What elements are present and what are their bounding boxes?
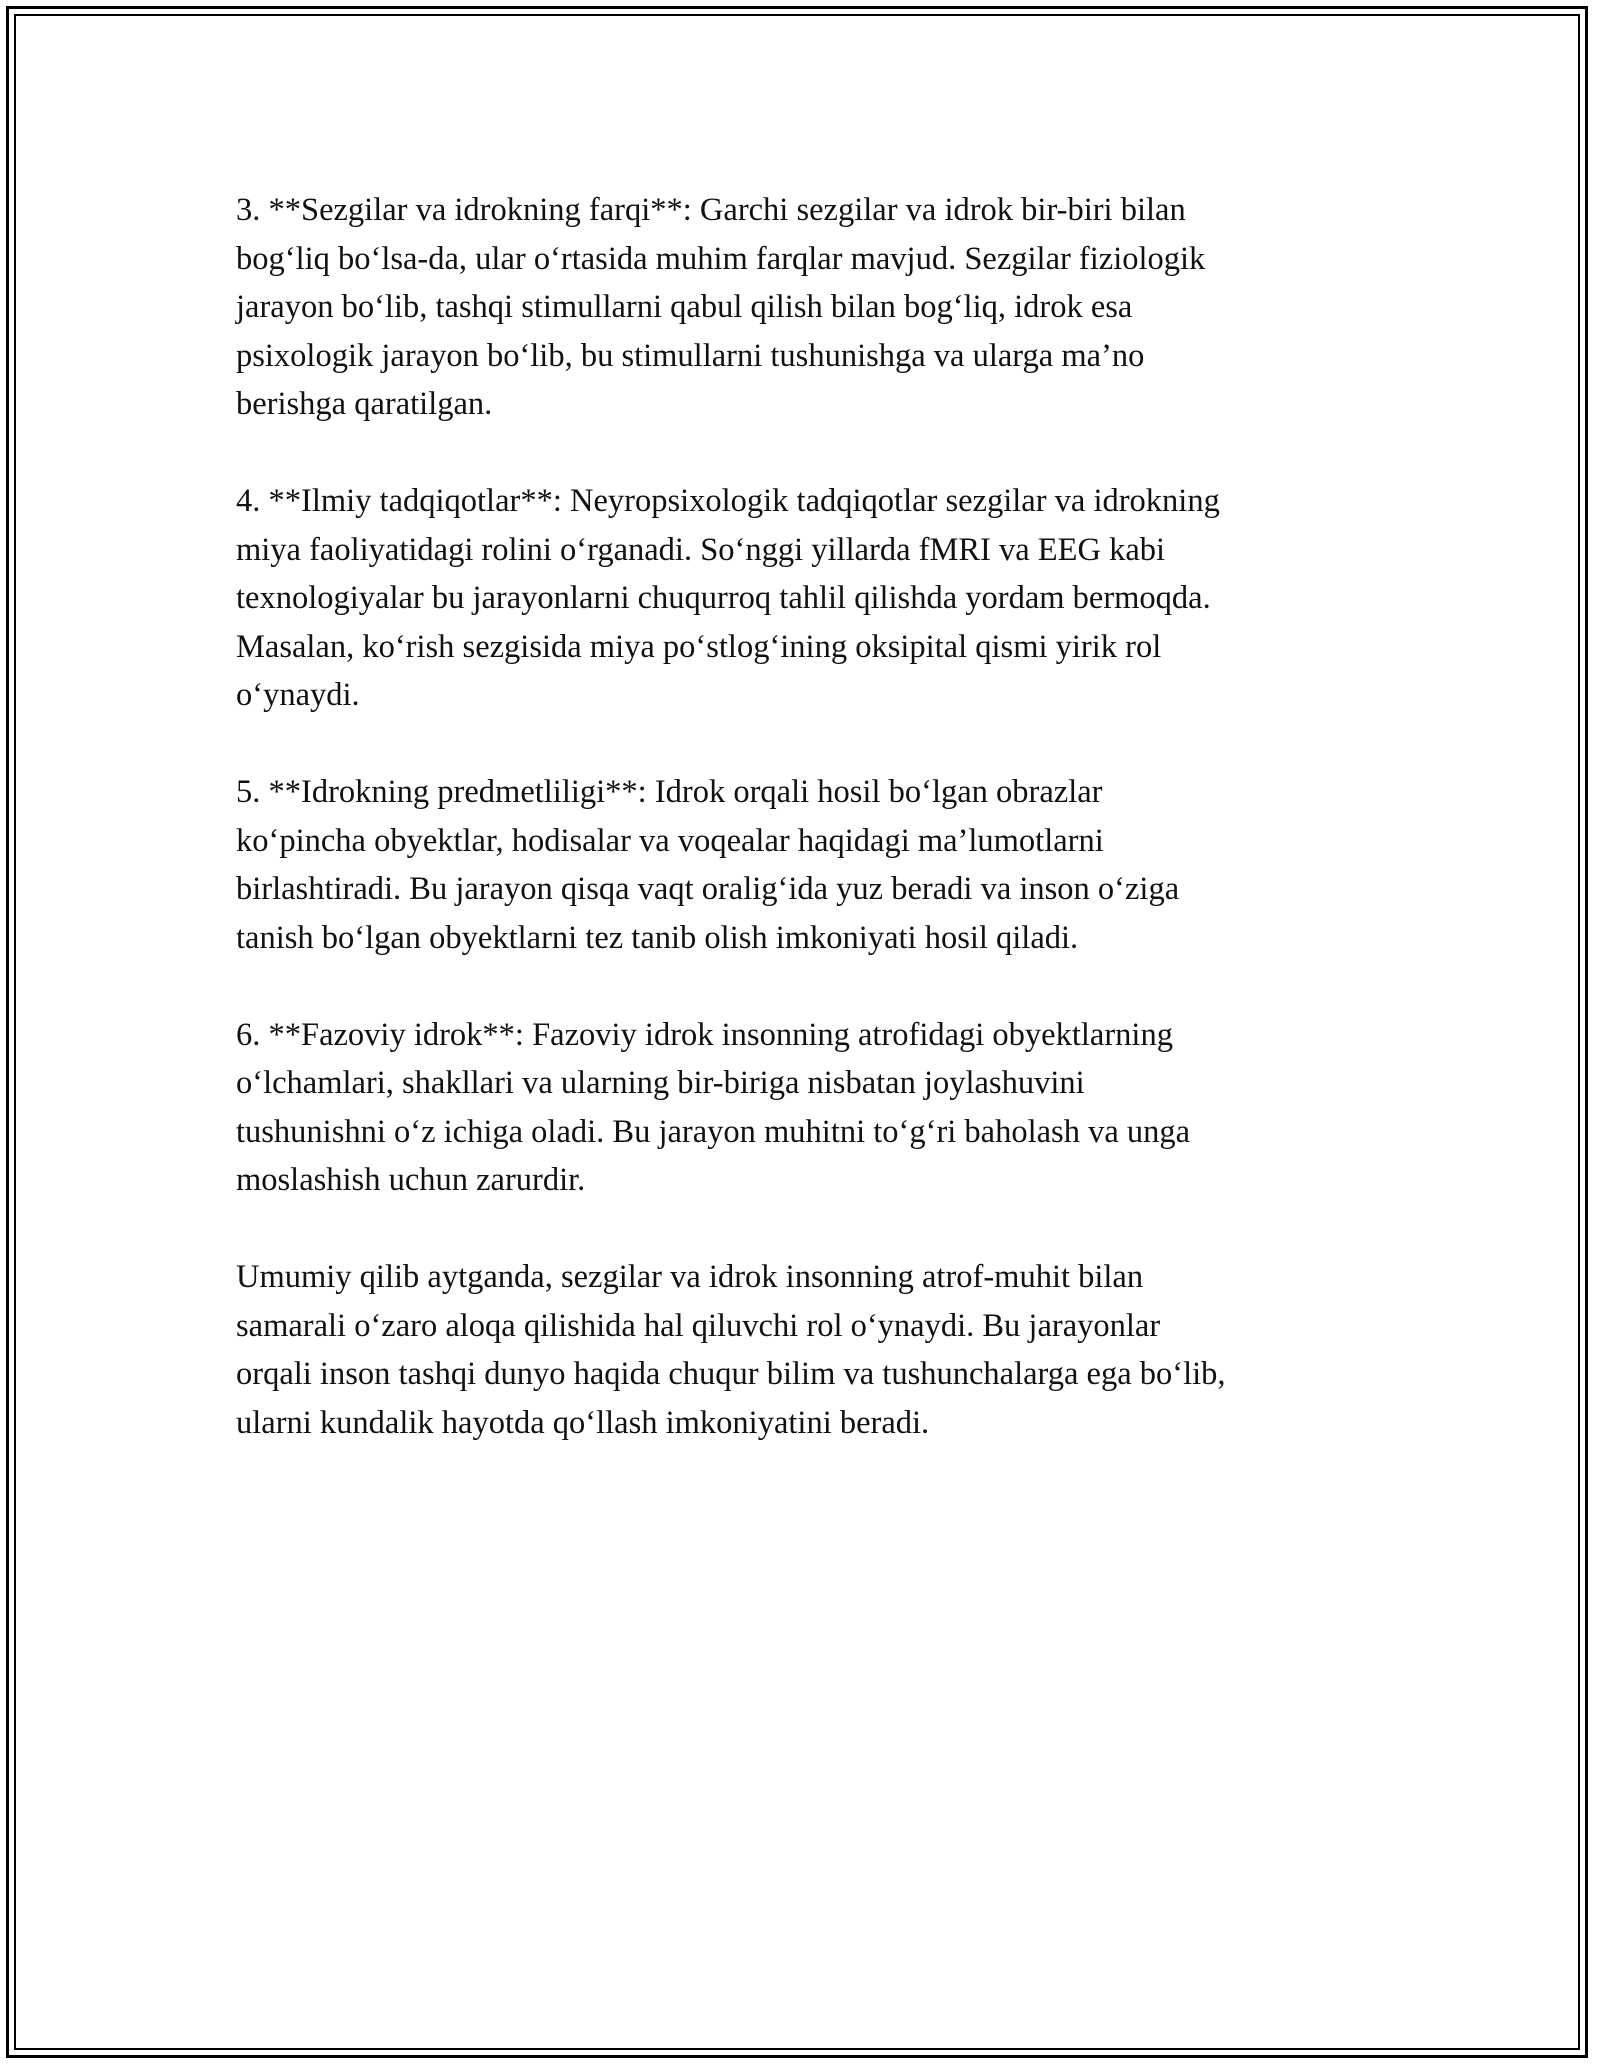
text-line: Umumiy qilib aytganda, sezgilar va idrok insonning atrof-muhit bilan	[236, 1259, 1144, 1295]
text-line: 6. **Fazoviy idrok**: Fazoviy idrok insonning atrofidagi obyektlarning	[236, 1016, 1173, 1053]
text-line: Masalan, ko‘rish sezgisida miya po‘stlog‘ining oksipital qismi yirik rol	[236, 628, 1162, 665]
text-line: o‘ynaydi.	[236, 677, 360, 713]
paragraph-sensations-vs-perception	[236, 186, 1356, 429]
text-line: jarayon bo‘lib, tashqi stimullarni qabul qilish bilan bog‘liq, idrok esa	[236, 289, 1133, 325]
text-line: birlashtiradi. Bu jarayon qisqa vaqt oralig‘ida yuz beradi va inson o‘ziga	[236, 871, 1180, 907]
text-line: tanish bo‘lgan obyektlarni tez tanib olish imkoniyati hosil qiladi.	[236, 919, 1079, 956]
text-line: texnologiyalar bu jarayonlarni chuqurroq tahlil qilishda yordam bermoqda.	[236, 580, 1211, 616]
text-line: 5. **Idrokning predmetliligi**: Idrok orqali hosil bo‘lgan obrazlar	[236, 774, 1103, 810]
text-line: 3. **Sezgilar va idrokning farqi**: Garchi sezgilar va idrok bir-biri bilan	[236, 192, 1186, 228]
paragraph-spatial-perception	[236, 1011, 1356, 1205]
document-body	[236, 186, 1356, 1496]
paragraph-scientific-research	[236, 477, 1356, 720]
text-line: ko‘pincha obyektlar, hodisalar va voqealar haqidagi ma’lumotlarni	[236, 822, 1104, 859]
text-line: tushunishni o‘z ichiga oladi. Bu jarayon muhitni to‘g‘ri baholash va unga	[236, 1113, 1191, 1150]
paragraph-conclusion	[236, 1253, 1356, 1447]
paragraph-perception-objectivity	[236, 768, 1356, 962]
text-line: bog‘liq bo‘lsa-da, ular o‘rtasida muhim farqlar mavjud. Sezgilar fiziologik	[236, 240, 1206, 277]
text-line: o‘lchamlari, shakllari va ularning bir-biriga nisbatan joylashuvini	[236, 1065, 1085, 1101]
text-line: moslashish uchun zarurdir.	[236, 1162, 586, 1198]
text-line: samarali o‘zaro aloqa qilishida hal qiluvchi rol o‘ynaydi. Bu jarayonlar	[236, 1307, 1161, 1344]
text-line: psixologik jarayon bo‘lib, bu stimullarni tushunishga va ularga ma’no	[236, 337, 1145, 374]
text-line: orqali inson tashqi dunyo haqida chuqur bilim va tushunchalarga ega bo‘lib,	[236, 1356, 1226, 1392]
text-line: miya faoliyatidagi rolini o‘rganadi. So‘nggi yillarda fMRI va EEG kabi	[236, 531, 1166, 568]
text-line: berishga qaratilgan.	[236, 386, 493, 422]
text-line: 4. **Ilmiy tadqiqotlar**: Neyropsixologik tadqiqotlar sezgilar va idrokning	[236, 483, 1220, 519]
text-line: ularni kundalik hayotda qo‘llash imkoniyatini beradi.	[236, 1404, 930, 1441]
